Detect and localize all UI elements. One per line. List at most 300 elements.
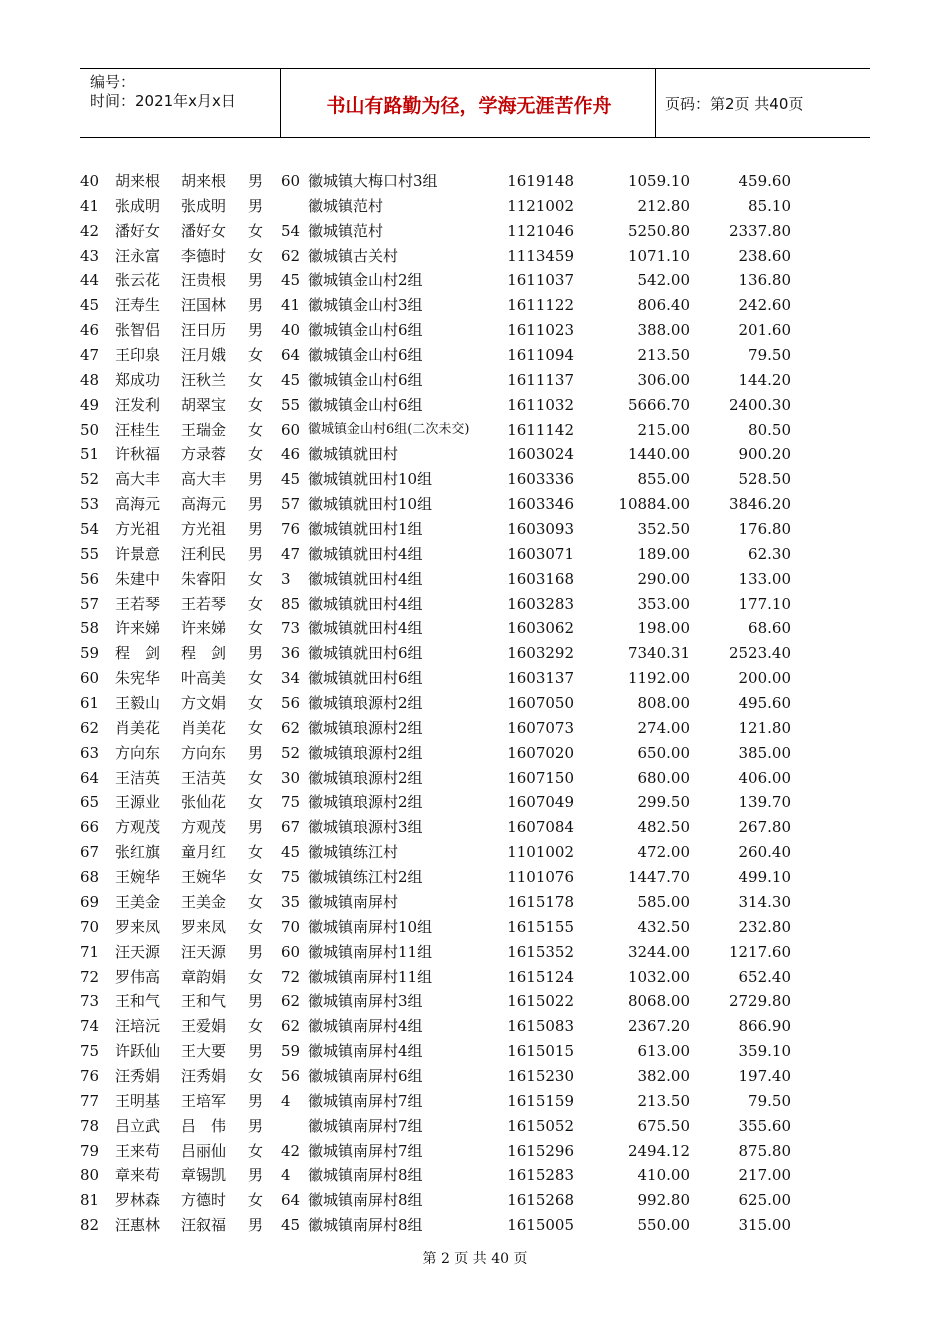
cell-row-number: 59 bbox=[80, 644, 100, 663]
cell-amount-1: 680.00 bbox=[637, 768, 690, 787]
cell-sex: 男 bbox=[248, 743, 264, 762]
cell-account-name: 方观茂 bbox=[115, 818, 161, 837]
cell-amount-2: 238.60 bbox=[738, 246, 791, 265]
table-row bbox=[0, 343, 950, 368]
cell-sex: 男 bbox=[248, 818, 264, 837]
cell-amount-1: 992.80 bbox=[637, 1191, 690, 1210]
cell-address: 徽城镇南屏村 bbox=[308, 892, 399, 911]
cell-address: 徽城镇南屏村4组 bbox=[308, 1017, 423, 1036]
table-row bbox=[0, 940, 950, 965]
cell-account-code: 1607049 bbox=[507, 793, 574, 812]
cell-row-number: 62 bbox=[80, 718, 100, 737]
cell-account-name: 高大丰 bbox=[115, 470, 161, 489]
cell-address: 徽城镇南屏村3组 bbox=[308, 992, 423, 1011]
cell-account-name: 汪秀娟 bbox=[115, 1066, 161, 1085]
cell-person-name: 汪国林 bbox=[181, 296, 227, 315]
cell-age: 56 bbox=[281, 1066, 301, 1085]
table-row bbox=[0, 1039, 950, 1064]
cell-amount-1: 215.00 bbox=[637, 420, 690, 439]
number-label: 编号： bbox=[90, 73, 136, 91]
cell-amount-2: 260.40 bbox=[738, 843, 791, 862]
cell-account-code: 1611122 bbox=[507, 296, 574, 315]
table-row bbox=[0, 318, 950, 343]
cell-sex: 女 bbox=[248, 1017, 264, 1036]
cell-age: 75 bbox=[281, 868, 301, 887]
cell-account-name: 汪发利 bbox=[115, 395, 161, 414]
cell-amount-2: 528.50 bbox=[738, 470, 791, 489]
cell-person-name: 方文娟 bbox=[181, 694, 227, 713]
table-row bbox=[0, 741, 950, 766]
cell-account-code: 1615283 bbox=[507, 1166, 574, 1185]
cell-row-number: 80 bbox=[80, 1166, 100, 1185]
cell-row-number: 76 bbox=[80, 1066, 100, 1085]
cell-sex: 男 bbox=[248, 1166, 264, 1185]
cell-age: 3 bbox=[281, 569, 291, 588]
cell-amount-1: 3244.00 bbox=[627, 942, 690, 961]
cell-age: 57 bbox=[281, 495, 301, 514]
cell-row-number: 82 bbox=[80, 1216, 100, 1235]
cell-account-name: 王婉华 bbox=[115, 868, 161, 887]
cell-amount-1: 1440.00 bbox=[627, 445, 690, 464]
cell-account-code: 1603292 bbox=[507, 644, 574, 663]
table-row bbox=[0, 194, 950, 219]
cell-account-code: 1121046 bbox=[507, 221, 574, 240]
cell-account-code: 1611037 bbox=[507, 271, 574, 290]
cell-sex: 女 bbox=[248, 619, 264, 638]
table-row bbox=[0, 1089, 950, 1114]
cell-person-name: 王婉华 bbox=[181, 868, 227, 887]
cell-address: 徽城镇琅源村2组 bbox=[308, 793, 423, 812]
cell-amount-2: 201.60 bbox=[738, 321, 791, 340]
cell-account-name: 许跃仙 bbox=[115, 1042, 161, 1061]
cell-amount-1: 613.00 bbox=[637, 1042, 690, 1061]
cell-age: 45 bbox=[281, 843, 301, 862]
table-row bbox=[0, 1213, 950, 1238]
cell-amount-2: 1217.60 bbox=[728, 942, 791, 961]
cell-age: 55 bbox=[281, 395, 301, 414]
cell-person-name: 朱睿阳 bbox=[181, 569, 227, 588]
cell-sex: 男 bbox=[248, 644, 264, 663]
cell-age: 62 bbox=[281, 246, 301, 265]
cell-amount-2: 242.60 bbox=[738, 296, 791, 315]
cell-person-name: 汪秋兰 bbox=[181, 370, 227, 389]
cell-address: 徽城镇金山村6组(二次未交) bbox=[308, 421, 470, 437]
cell-person-name: 童月红 bbox=[181, 843, 227, 862]
cell-row-number: 71 bbox=[80, 942, 100, 961]
cell-account-name: 汪培沅 bbox=[115, 1017, 161, 1036]
time-label: 时间：2021年x月x日 bbox=[90, 92, 236, 110]
cell-person-name: 王若琴 bbox=[181, 594, 227, 613]
cell-row-number: 40 bbox=[80, 172, 100, 190]
cell-person-name: 李德时 bbox=[181, 246, 227, 265]
cell-account-name: 许秋福 bbox=[115, 445, 161, 464]
cell-amount-2: 136.80 bbox=[738, 271, 791, 290]
table-row bbox=[0, 989, 950, 1014]
cell-row-number: 72 bbox=[80, 967, 100, 986]
table-row bbox=[0, 592, 950, 617]
table-row bbox=[0, 293, 950, 318]
cell-age: 60 bbox=[281, 942, 301, 961]
cell-age: 36 bbox=[281, 644, 301, 663]
cell-account-code: 1615352 bbox=[507, 942, 574, 961]
cell-row-number: 74 bbox=[80, 1017, 100, 1036]
cell-account-code: 1615155 bbox=[507, 917, 574, 936]
cell-amount-2: 2337.80 bbox=[728, 221, 791, 240]
cell-sex: 女 bbox=[248, 793, 264, 812]
cell-amount-2: 139.70 bbox=[738, 793, 791, 812]
cell-age: 47 bbox=[281, 544, 301, 563]
cell-row-number: 56 bbox=[80, 569, 100, 588]
table-row bbox=[0, 716, 950, 741]
cell-account-code: 1615052 bbox=[507, 1116, 574, 1135]
table-row bbox=[0, 418, 950, 443]
cell-account-name: 王毅山 bbox=[115, 694, 161, 713]
cell-address: 徽城镇南屏村11组 bbox=[308, 942, 433, 961]
cell-account-code: 1615230 bbox=[507, 1066, 574, 1085]
cell-row-number: 57 bbox=[80, 594, 100, 613]
cell-account-name: 张红旗 bbox=[115, 843, 161, 862]
cell-sex: 男 bbox=[248, 296, 264, 315]
cell-amount-1: 410.00 bbox=[637, 1166, 690, 1185]
cell-amount-1: 1071.10 bbox=[627, 246, 690, 265]
cell-amount-1: 388.00 bbox=[637, 321, 690, 340]
cell-sex: 女 bbox=[248, 445, 264, 464]
cell-amount-1: 7340.31 bbox=[627, 644, 690, 663]
cell-age: 85 bbox=[281, 594, 301, 613]
cell-account-code: 1607084 bbox=[507, 818, 574, 837]
cell-sex: 男 bbox=[248, 520, 264, 539]
cell-address: 徽城镇南屏村4组 bbox=[308, 1042, 423, 1061]
cell-amount-1: 2494.12 bbox=[627, 1141, 690, 1160]
cell-row-number: 49 bbox=[80, 395, 100, 414]
cell-account-name: 许景意 bbox=[115, 544, 161, 563]
cell-account-name: 汪永富 bbox=[115, 246, 161, 265]
cell-address: 徽城镇南屏村6组 bbox=[308, 1066, 423, 1085]
cell-sex: 女 bbox=[248, 843, 264, 862]
page-header bbox=[80, 68, 870, 138]
cell-row-number: 68 bbox=[80, 868, 100, 887]
cell-account-name: 王源业 bbox=[115, 793, 161, 812]
cell-row-number: 79 bbox=[80, 1141, 100, 1160]
cell-person-name: 方录蓉 bbox=[181, 445, 227, 464]
cell-address: 徽城镇南屏村7组 bbox=[308, 1091, 423, 1110]
cell-sex: 女 bbox=[248, 868, 264, 887]
cell-sex: 女 bbox=[248, 1141, 264, 1160]
cell-amount-1: 550.00 bbox=[637, 1216, 690, 1235]
cell-row-number: 69 bbox=[80, 892, 100, 911]
cell-account-code: 1611137 bbox=[507, 370, 574, 389]
cell-amount-2: 359.10 bbox=[738, 1042, 791, 1061]
cell-amount-2: 121.80 bbox=[738, 718, 791, 737]
cell-address: 徽城镇南屏村8组 bbox=[308, 1166, 423, 1185]
cell-amount-1: 585.00 bbox=[637, 892, 690, 911]
cell-amount-1: 212.80 bbox=[637, 196, 690, 215]
cell-account-code: 1607073 bbox=[507, 718, 574, 737]
cell-account-code: 1615178 bbox=[507, 892, 574, 911]
cell-address: 徽城镇南屏村7组 bbox=[308, 1116, 423, 1135]
table-row bbox=[0, 865, 950, 890]
cell-account-code: 1611023 bbox=[507, 321, 574, 340]
header-motto: 书山有路勤为径，学海无涯苦作舟 bbox=[326, 95, 612, 117]
cell-amount-1: 472.00 bbox=[637, 843, 690, 862]
cell-account-code: 1113459 bbox=[507, 246, 574, 265]
cell-age: 34 bbox=[281, 669, 301, 688]
cell-age: 56 bbox=[281, 694, 301, 713]
cell-row-number: 70 bbox=[80, 917, 100, 936]
cell-sex: 男 bbox=[248, 992, 264, 1011]
cell-address: 徽城镇就田村4组 bbox=[308, 569, 423, 588]
cell-person-name: 王培军 bbox=[181, 1091, 227, 1110]
cell-amount-2: 176.80 bbox=[738, 520, 791, 539]
cell-row-number: 77 bbox=[80, 1091, 100, 1110]
cell-person-name: 方德时 bbox=[181, 1191, 227, 1210]
cell-account-name: 汪寿生 bbox=[115, 296, 161, 315]
cell-age: 52 bbox=[281, 743, 301, 762]
cell-age: 30 bbox=[281, 768, 301, 787]
cell-account-code: 1603336 bbox=[507, 470, 574, 489]
cell-age: 62 bbox=[281, 718, 301, 737]
cell-sex: 男 bbox=[248, 172, 264, 190]
header-page-info: 页码：第2页 共40页 bbox=[665, 95, 804, 113]
cell-row-number: 58 bbox=[80, 619, 100, 638]
cell-amount-1: 382.00 bbox=[637, 1066, 690, 1085]
cell-age: 60 bbox=[281, 420, 301, 439]
table-row bbox=[0, 815, 950, 840]
cell-account-name: 张云花 bbox=[115, 271, 161, 290]
table-row bbox=[0, 368, 950, 393]
cell-amount-2: 79.50 bbox=[748, 346, 791, 365]
table-row bbox=[0, 169, 950, 194]
cell-account-code: 1619148 bbox=[507, 172, 574, 190]
cell-account-name: 许来娣 bbox=[115, 619, 161, 638]
cell-account-name: 郑成功 bbox=[115, 370, 161, 389]
cell-account-code: 1615159 bbox=[507, 1091, 574, 1110]
cell-account-code: 1615083 bbox=[507, 1017, 574, 1036]
cell-amount-1: 542.00 bbox=[637, 271, 690, 290]
cell-amount-2: 2400.30 bbox=[728, 395, 791, 414]
cell-address: 徽城镇琅源村2组 bbox=[308, 694, 423, 713]
cell-amount-2: 85.10 bbox=[748, 196, 791, 215]
cell-age: 4 bbox=[281, 1091, 291, 1110]
table-row bbox=[0, 641, 950, 666]
cell-sex: 男 bbox=[248, 942, 264, 961]
cell-account-code: 1611142 bbox=[507, 420, 574, 439]
table-row bbox=[0, 244, 950, 269]
cell-amount-1: 482.50 bbox=[637, 818, 690, 837]
cell-address: 徽城镇范村 bbox=[308, 221, 384, 240]
cell-sex: 女 bbox=[248, 1066, 264, 1085]
cell-sex: 女 bbox=[248, 246, 264, 265]
cell-person-name: 王爱娟 bbox=[181, 1017, 227, 1036]
cell-row-number: 81 bbox=[80, 1191, 100, 1210]
cell-row-number: 54 bbox=[80, 520, 100, 539]
cell-account-code: 1603024 bbox=[507, 445, 574, 464]
header-divider bbox=[280, 69, 281, 137]
cell-row-number: 55 bbox=[80, 544, 100, 563]
cell-person-name: 叶高美 bbox=[181, 669, 227, 688]
table-row bbox=[0, 840, 950, 865]
cell-sex: 女 bbox=[248, 718, 264, 737]
table-row bbox=[0, 1114, 950, 1139]
table-row bbox=[0, 567, 950, 592]
cell-person-name: 张仙花 bbox=[181, 793, 227, 812]
cell-row-number: 63 bbox=[80, 743, 100, 762]
cell-account-name: 王美金 bbox=[115, 892, 161, 911]
cell-address: 徽城镇南屏村8组 bbox=[308, 1216, 423, 1235]
cell-account-name: 王洁英 bbox=[115, 768, 161, 787]
cell-address: 徽城镇就田村10组 bbox=[308, 495, 433, 514]
table-row bbox=[0, 1163, 950, 1188]
cell-row-number: 43 bbox=[80, 246, 100, 265]
cell-account-code: 1607020 bbox=[507, 743, 574, 762]
cell-account-code: 1615296 bbox=[507, 1141, 574, 1160]
cell-person-name: 潘好女 bbox=[181, 221, 227, 240]
cell-age: 62 bbox=[281, 992, 301, 1011]
cell-amount-1: 213.50 bbox=[637, 1091, 690, 1110]
cell-account-name: 王若琴 bbox=[115, 594, 161, 613]
cell-address: 徽城镇就田村6组 bbox=[308, 644, 423, 663]
table-row bbox=[0, 666, 950, 691]
cell-row-number: 44 bbox=[80, 271, 100, 290]
cell-age: 75 bbox=[281, 793, 301, 812]
cell-age: 67 bbox=[281, 818, 301, 837]
cell-address: 徽城镇南屏村11组 bbox=[308, 967, 433, 986]
cell-account-name: 高海元 bbox=[115, 495, 161, 514]
cell-age: 45 bbox=[281, 1216, 301, 1235]
cell-address: 徽城镇范村 bbox=[308, 196, 384, 215]
cell-row-number: 75 bbox=[80, 1042, 100, 1061]
cell-amount-1: 299.50 bbox=[637, 793, 690, 812]
cell-age: 4 bbox=[281, 1166, 291, 1185]
cell-amount-1: 290.00 bbox=[637, 569, 690, 588]
cell-amount-2: 217.00 bbox=[738, 1166, 791, 1185]
cell-person-name: 吕 伟 bbox=[181, 1116, 227, 1135]
cell-amount-2: 68.60 bbox=[748, 619, 791, 638]
cell-account-code: 1101076 bbox=[507, 868, 574, 887]
cell-amount-1: 5666.70 bbox=[627, 395, 690, 414]
cell-amount-2: 200.00 bbox=[738, 669, 791, 688]
table-row bbox=[0, 1139, 950, 1164]
cell-address: 徽城镇就田村10组 bbox=[308, 470, 433, 489]
cell-row-number: 45 bbox=[80, 296, 100, 315]
cell-age: 64 bbox=[281, 1191, 301, 1210]
cell-account-code: 1615005 bbox=[507, 1216, 574, 1235]
cell-row-number: 65 bbox=[80, 793, 100, 812]
cell-sex: 女 bbox=[248, 221, 264, 240]
cell-account-name: 汪桂生 bbox=[115, 420, 161, 439]
cell-amount-1: 432.50 bbox=[637, 917, 690, 936]
cell-person-name: 章锡凯 bbox=[181, 1166, 227, 1185]
cell-account-code: 1607050 bbox=[507, 694, 574, 713]
cell-account-name: 朱建中 bbox=[115, 569, 161, 588]
cell-row-number: 61 bbox=[80, 694, 100, 713]
table-row bbox=[0, 766, 950, 791]
cell-account-name: 肖美花 bbox=[115, 718, 161, 737]
cell-account-code: 1101002 bbox=[507, 843, 574, 862]
cell-address: 徽城镇金山村2组 bbox=[308, 271, 423, 290]
cell-amount-1: 189.00 bbox=[637, 544, 690, 563]
cell-address: 徽城镇琅源村2组 bbox=[308, 718, 423, 737]
cell-row-number: 47 bbox=[80, 346, 100, 365]
cell-sex: 女 bbox=[248, 892, 264, 911]
cell-address: 徽城镇古关村 bbox=[308, 246, 399, 265]
cell-account-code: 1603093 bbox=[507, 520, 574, 539]
cell-account-name: 朱宪华 bbox=[115, 669, 161, 688]
cell-age: 62 bbox=[281, 1017, 301, 1036]
cell-address: 徽城镇金山村6组 bbox=[308, 395, 423, 414]
table-row bbox=[0, 1188, 950, 1213]
cell-age: 45 bbox=[281, 370, 301, 389]
cell-sex: 女 bbox=[248, 395, 264, 414]
table-row bbox=[0, 219, 950, 244]
table-row bbox=[0, 393, 950, 418]
cell-person-name: 章韵娟 bbox=[181, 967, 227, 986]
cell-account-code: 1611032 bbox=[507, 395, 574, 414]
cell-amount-2: 80.50 bbox=[748, 420, 791, 439]
cell-amount-2: 459.60 bbox=[738, 172, 791, 190]
cell-address: 徽城镇南屏村7组 bbox=[308, 1141, 423, 1160]
cell-person-name: 汪日历 bbox=[181, 321, 227, 340]
cell-amount-1: 352.50 bbox=[637, 520, 690, 539]
cell-row-number: 50 bbox=[80, 420, 100, 439]
cell-address: 徽城镇就田村4组 bbox=[308, 544, 423, 563]
header-divider bbox=[655, 69, 656, 137]
cell-person-name: 程 剑 bbox=[181, 644, 227, 663]
cell-account-code: 1121002 bbox=[507, 196, 574, 215]
cell-amount-2: 2729.80 bbox=[728, 992, 791, 1011]
cell-person-name: 罗来凤 bbox=[181, 917, 227, 936]
header-meta bbox=[90, 73, 236, 111]
cell-person-name: 王瑞金 bbox=[181, 420, 227, 439]
cell-person-name: 汪叙福 bbox=[181, 1216, 227, 1235]
cell-row-number: 60 bbox=[80, 669, 100, 688]
cell-amount-2: 499.10 bbox=[738, 868, 791, 887]
cell-amount-1: 5250.80 bbox=[627, 221, 690, 240]
cell-amount-2: 197.40 bbox=[738, 1066, 791, 1085]
cell-age: 35 bbox=[281, 892, 301, 911]
cell-sex: 女 bbox=[248, 569, 264, 588]
cell-account-code: 1611094 bbox=[507, 346, 574, 365]
cell-age: 72 bbox=[281, 967, 301, 986]
cell-sex: 男 bbox=[248, 1091, 264, 1110]
table-row bbox=[0, 517, 950, 542]
cell-amount-2: 385.00 bbox=[738, 743, 791, 762]
cell-address: 徽城镇就田村6组 bbox=[308, 669, 423, 688]
cell-row-number: 78 bbox=[80, 1116, 100, 1135]
record-table bbox=[0, 169, 950, 1238]
cell-age: 60 bbox=[281, 172, 301, 190]
cell-account-code: 1615022 bbox=[507, 992, 574, 1011]
cell-age: 59 bbox=[281, 1042, 301, 1061]
cell-person-name: 汪秀娟 bbox=[181, 1066, 227, 1085]
table-row bbox=[0, 691, 950, 716]
cell-amount-1: 274.00 bbox=[637, 718, 690, 737]
cell-address: 徽城镇南屏村10组 bbox=[308, 917, 433, 936]
cell-account-name: 汪天源 bbox=[115, 942, 161, 961]
cell-age: 64 bbox=[281, 346, 301, 365]
cell-amount-1: 2367.20 bbox=[627, 1017, 690, 1036]
cell-sex: 男 bbox=[248, 1116, 264, 1135]
cell-account-name: 汪惠林 bbox=[115, 1216, 161, 1235]
cell-row-number: 66 bbox=[80, 818, 100, 837]
cell-address: 徽城镇就田村 bbox=[308, 445, 399, 464]
cell-account-code: 1615015 bbox=[507, 1042, 574, 1061]
cell-account-code: 1607150 bbox=[507, 768, 574, 787]
cell-person-name: 王美金 bbox=[181, 892, 227, 911]
table-row bbox=[0, 1064, 950, 1089]
cell-amount-2: 875.80 bbox=[738, 1141, 791, 1160]
cell-row-number: 67 bbox=[80, 843, 100, 862]
